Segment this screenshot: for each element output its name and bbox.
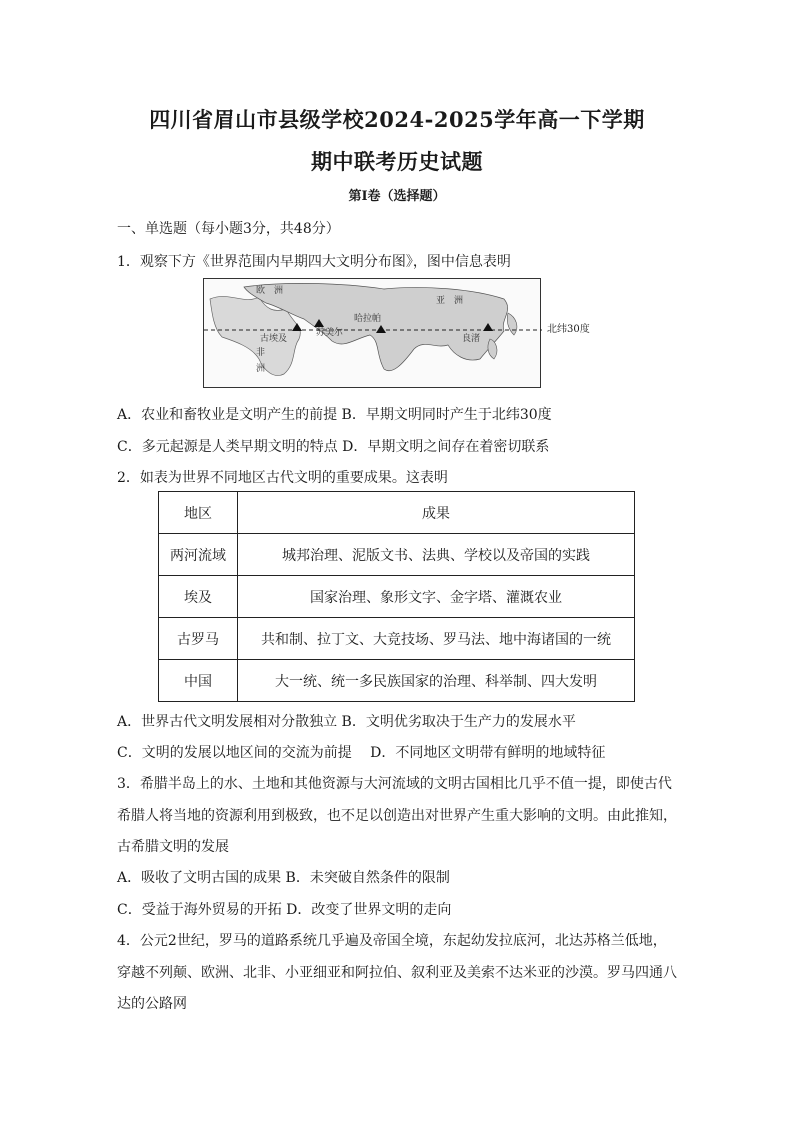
exam-title-line2: 期中联考历史试题 [311,149,483,174]
q4-stem-line3: 达的公路网 [117,996,187,1012]
table-row [159,618,635,660]
map-label-harappa: 哈拉帕 [354,314,382,324]
map-label-babylon: 苏美尔 [316,328,344,338]
table-row [159,534,635,576]
q2-stem: 2．如表为世界不同地区古代文明的重要成果。这表明 [117,470,448,486]
table-cell-achievements: 共和制、拉丁文、大竞技场、罗马法、地中海诸国的一统 [238,618,635,660]
q2-option-cd: C．文明的发展以地区间的交流为前提 D．不同地区文明带有鲜明的地域特征 [117,745,606,761]
table-header-achievements: 成果 [238,492,635,534]
q2-option-ab: A．世界古代文明发展相对分散独立 B．文明优劣取决于生产力的发展水平 [117,714,576,730]
world-civilization-map [203,278,541,388]
table-cell-region: 古罗马 [159,618,238,660]
map-label-europe: 欧 洲 [256,286,284,296]
q3-stem-line1: 3．希腊半岛上的水、土地和其他资源与大河流域的文明古国相比几乎不值一提，即使古代 [117,776,672,792]
table-cell-achievements: 大一统、统一多民族国家的治理、科举制、四大发明 [238,660,635,702]
map-label-egypt: 古埃及 [260,334,288,344]
section-label: 第Ⅰ卷（选择题） [348,189,446,204]
civilization-achievements-table [158,491,635,702]
table-header-row [159,492,635,534]
q1-option-cd: C．多元起源是人类早期文明的特点 D．早期文明之间存在着密切联系 [117,439,550,455]
q3-option-cd: C．受益于海外贸易的开拓 D．改变了世界文明的走向 [117,902,452,918]
q1-option-ab: A．农业和畜牧业是文明产生的前提 B．早期文明同时产生于北纬30度 [117,407,552,423]
latitude-label: 北纬30度 [547,324,590,335]
table-row [159,576,635,618]
map-label-africa-2: 洲 [256,364,266,374]
q4-stem-line1: 4．公元2世纪，罗马的道路系统几乎遍及帝国全境，东起幼发拉底河，北达苏格兰低地， [117,933,667,949]
table-cell-achievements: 国家治理、象形文字、金字塔、灌溉农业 [238,576,635,618]
map-label-asia: 亚 洲 [436,296,464,306]
map-graphic [204,279,542,389]
table-cell-achievements: 城邦治理、泥版文书、法典、学校以及帝国的实践 [238,534,635,576]
exam-title-line1: 四川省眉山市县级学校2024-2025学年高一下学期 [149,107,645,132]
q4-stem-line2: 穿越不列颠、欧洲、北非、小亚细亚和阿拉伯、叙利亚及美索不达米亚的沙漠。罗马四通八 [117,965,677,981]
table-cell-region: 两河流域 [159,534,238,576]
table-header-region: 地区 [159,492,238,534]
map-label-africa-1: 非 [256,348,266,358]
q3-option-ab: A．吸收了文明古国的成果 B．未突破自然条件的限制 [117,870,450,886]
part-heading: 一、单选题（每小题3分，共48分） [117,221,340,237]
q3-stem-line3: 古希腊文明的发展 [117,839,229,855]
map-label-china: 良渚 [462,334,481,344]
q1-stem: 1．观察下方《世界范围内早期四大文明分布图》，图中信息表明 [117,254,511,270]
q3-stem-line2: 希腊人将当地的资源利用到极致，也不足以创造出对世界产生重大影响的文明。由此推知， [117,808,677,824]
table-cell-region: 中国 [159,660,238,702]
table-row [159,660,635,702]
table-cell-region: 埃及 [159,576,238,618]
